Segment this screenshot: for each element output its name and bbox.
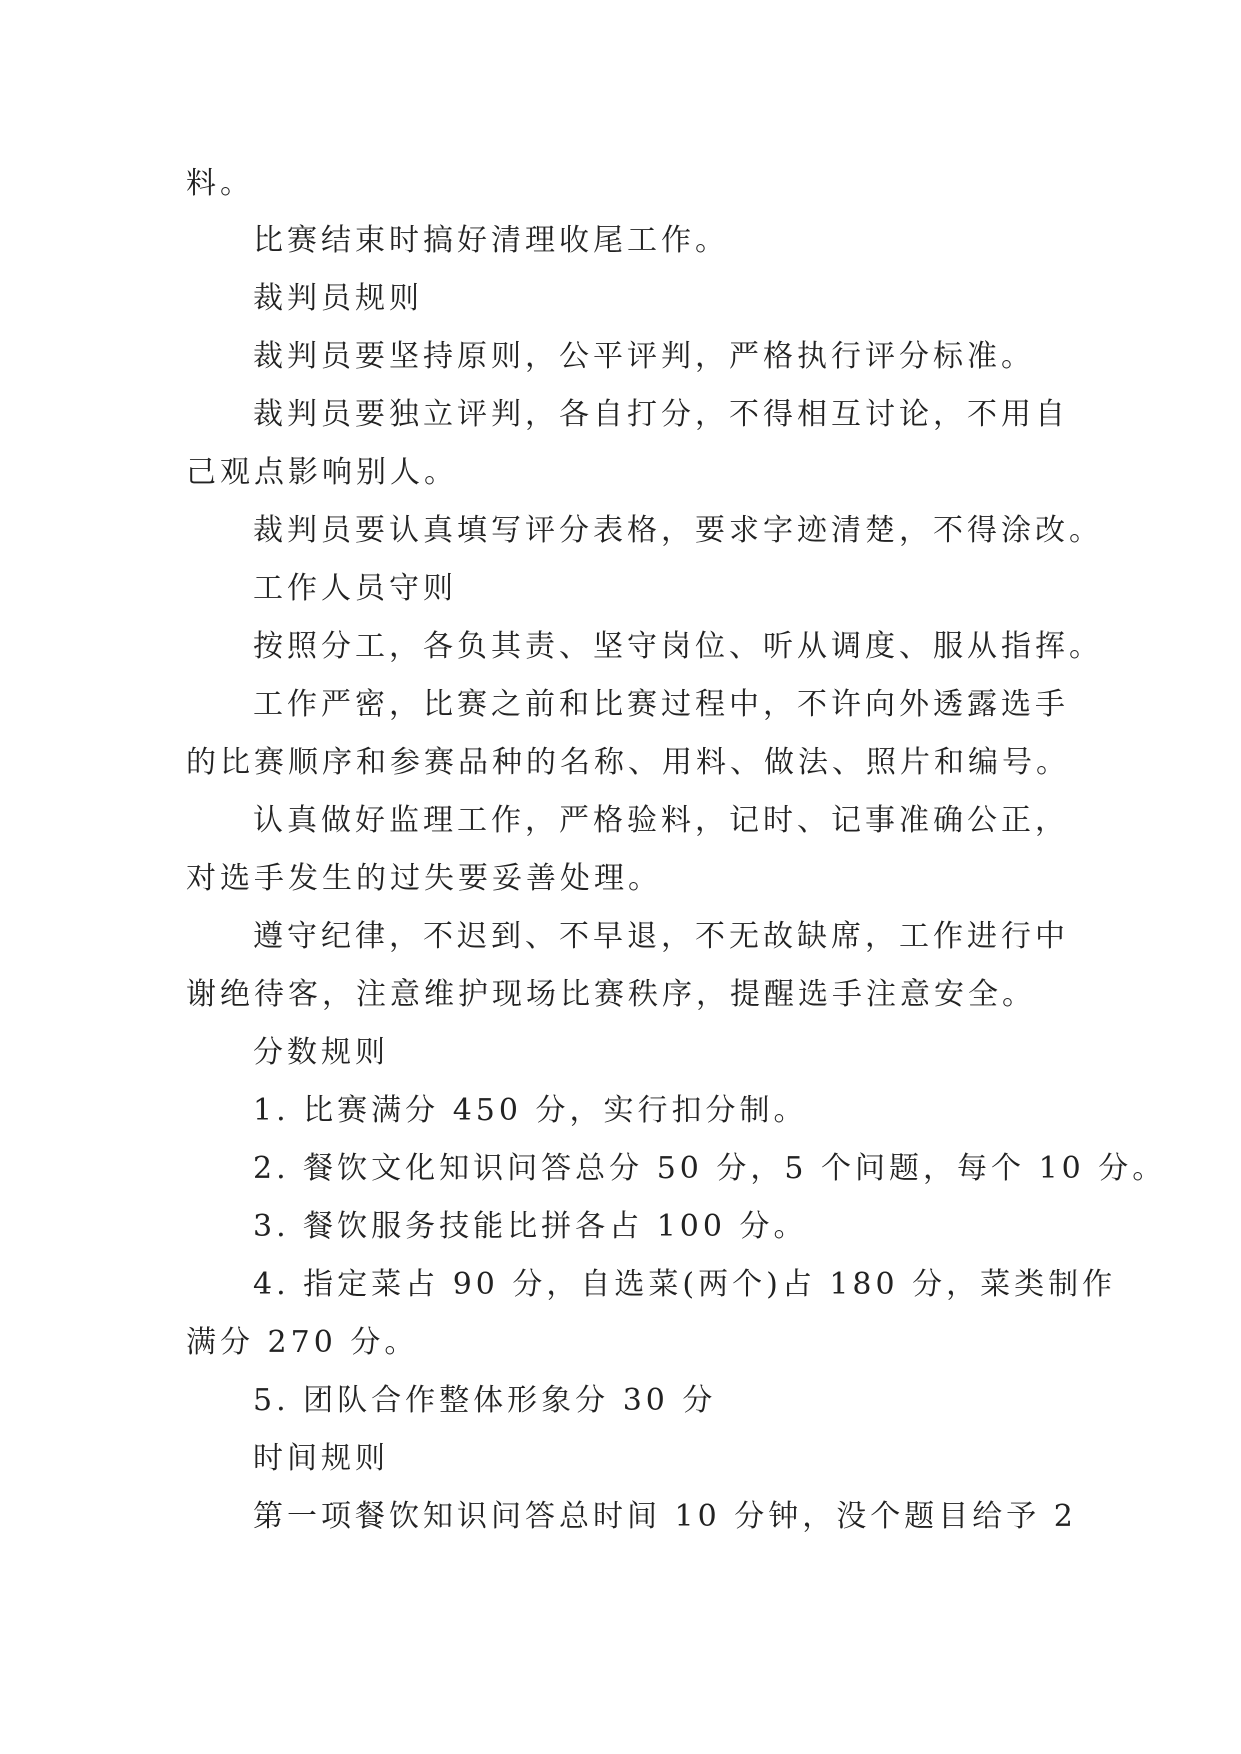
text-line: 己观点影响别人。 <box>186 455 458 490</box>
list-item: 5. 团队合作整体形象分 30 分 <box>253 1383 717 1418</box>
text-line: 遵守纪律，不迟到、不早退，不无故缺席，工作进行中 <box>253 919 1069 954</box>
text-line: 谢绝待客，注意维护现场比赛秩序，提醒选手注意安全。 <box>186 977 1036 1012</box>
list-item: 2. 餐饮文化知识问答总分 50 分，5 个问题，每个 10 分。 <box>253 1151 1167 1186</box>
text-line: 料。 <box>186 166 254 201</box>
section-heading: 时间规则 <box>253 1441 389 1476</box>
text-line: 认真做好监理工作，严格验料，记时、记事准确公正， <box>253 803 1069 838</box>
text-line: 裁判员要认真填写评分表格，要求字迹清楚，不得涂改。 <box>253 513 1103 548</box>
list-item: 1. 比赛满分 450 分，实行扣分制。 <box>253 1093 808 1128</box>
text-line: 裁判员要坚持原则，公平评判，严格执行评分标准。 <box>253 339 1035 374</box>
text-line: 对选手发生的过失要妥善处理。 <box>186 861 662 896</box>
section-heading: 分数规则 <box>253 1035 389 1070</box>
list-item: 3. 餐饮服务技能比拼各占 100 分。 <box>253 1209 808 1244</box>
text-line: 按照分工，各负其责、坚守岗位、听从调度、服从指挥。 <box>253 629 1103 664</box>
text-line: 比赛结束时搞好清理收尾工作。 <box>253 223 729 258</box>
text-line: 满分 270 分。 <box>186 1325 419 1360</box>
text-line: 第一项餐饮知识问答总时间 10 分钟，没个题目给予 2 <box>253 1499 1077 1534</box>
section-heading: 工作人员守则 <box>253 571 457 606</box>
section-heading: 裁判员规则 <box>253 281 423 316</box>
list-item: 4. 指定菜占 90 分，自选菜(两个)占 180 分，菜类制作 <box>253 1267 1117 1302</box>
text-line: 裁判员要独立评判，各自打分，不得相互讨论，不用自 <box>253 397 1069 432</box>
text-line: 工作严密，比赛之前和比赛过程中，不许向外透露选手 <box>253 687 1069 722</box>
text-line: 的比赛顺序和参赛品种的名称、用料、做法、照片和编号。 <box>186 745 1070 780</box>
